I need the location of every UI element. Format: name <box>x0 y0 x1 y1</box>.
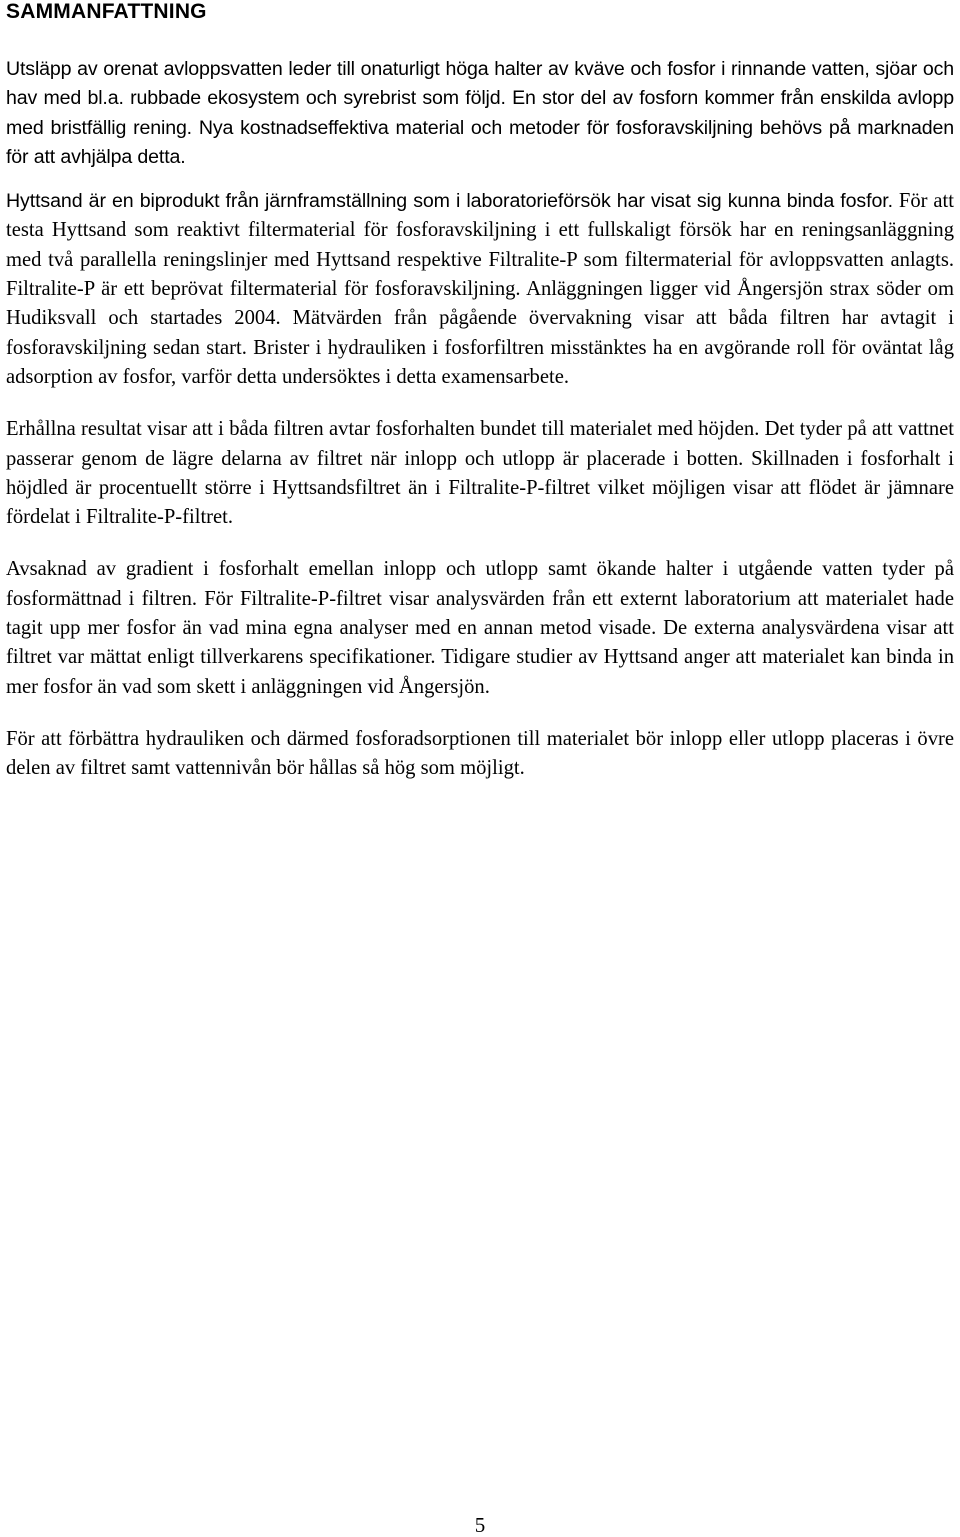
summary-paragraph-5: För att förbättra hydrauliken och därmed fosforadsorptionen till materialet bör inlopp eller utlopp placeras i övre delen av filtret samt vattennivån bör hållas så hög som möjligt. <box>6 727 954 780</box>
paragraph-2-intro: Hyttsand är en biprodukt från järnframställning som i laboratorieförsök har visat sig kunna binda fosfor. <box>6 190 893 213</box>
summary-paragraph-1: Utsläpp av orenat avloppsvatten leder till onaturligt höga halter av kväve och fosfor i rinnande vatten, sjöar och hav med bl.a. rubbade ekosystem och syrebrist som följd. En stor del av fosforn kommer från enskilda avlopp med bristfällig rening. Nya kostnadseffektiva material och metoder för fosforavskiljning behövs på marknaden för att avhjälpa detta. <box>6 58 954 168</box>
paragraph-2-rest: För att testa Hyttsand som reaktivt filtermaterial för fosforavskiljning i ett fullskaligt försök har en reningsanläggning med två parallella reningslinjer med Hyttsand respektive Filtralite-P som filtermaterial för avloppsvatten anlagts. Filtralite-P är ett beprövat filtermaterial för fosforavskiljning. Anläggningen ligger vid Ångersjön strax söder om Hudiksvall och startades 2004. Mätvärden från pågående övervakning visar att båda filtren har avtagit i fosforavskiljning sedan start. Brister i hydrauliken i fosforfiltren misstänktes ha en avgörande roll för oväntat låg adsorption av fosfor, varför detta undersöktes i detta examensarbete. <box>6 190 954 388</box>
summary-paragraph-4: Avsaknad av gradient i fosforhalt emellan inlopp och utlopp samt ökande halter i utgående vatten tyder på fosformättnad i filtren. För Filtralite-P-filtret visar analysvärden från ett externt laboratorium att materialet hade tagit upp mer fosfor än vad mina egna analyser med en annan metod visade. De externa analysvärdena visar att filtret var mättat enligt tillverkarens specifikationer. Tidigare studier av Hyttsand anger att materialet kan binda in mer fosfor än vad som skett i anläggningen vid Ångersjön. <box>6 558 954 698</box>
summary-paragraph-2 <box>6 187 954 392</box>
section-heading: SAMMANFATTNING <box>6 0 207 23</box>
document-page <box>6 0 954 784</box>
summary-paragraph-3: Erhållna resultat visar att i båda filtren avtar fosforhalten bundet till materialet med höjden. Det tyder på att vattnet passerar genom de lägre delarna av filtret när inlopp och utlopp är placerade i botten. Skillnaden i fosforhalt i höjdled är procentuellt större i Hyttsandsfiltret än i Filtralite-P-filtret vilket möjligen visar att flödet är jämnare fördelat i Filtralite-P-filtret. <box>6 418 954 529</box>
page-number: 5 <box>474 1513 486 1537</box>
